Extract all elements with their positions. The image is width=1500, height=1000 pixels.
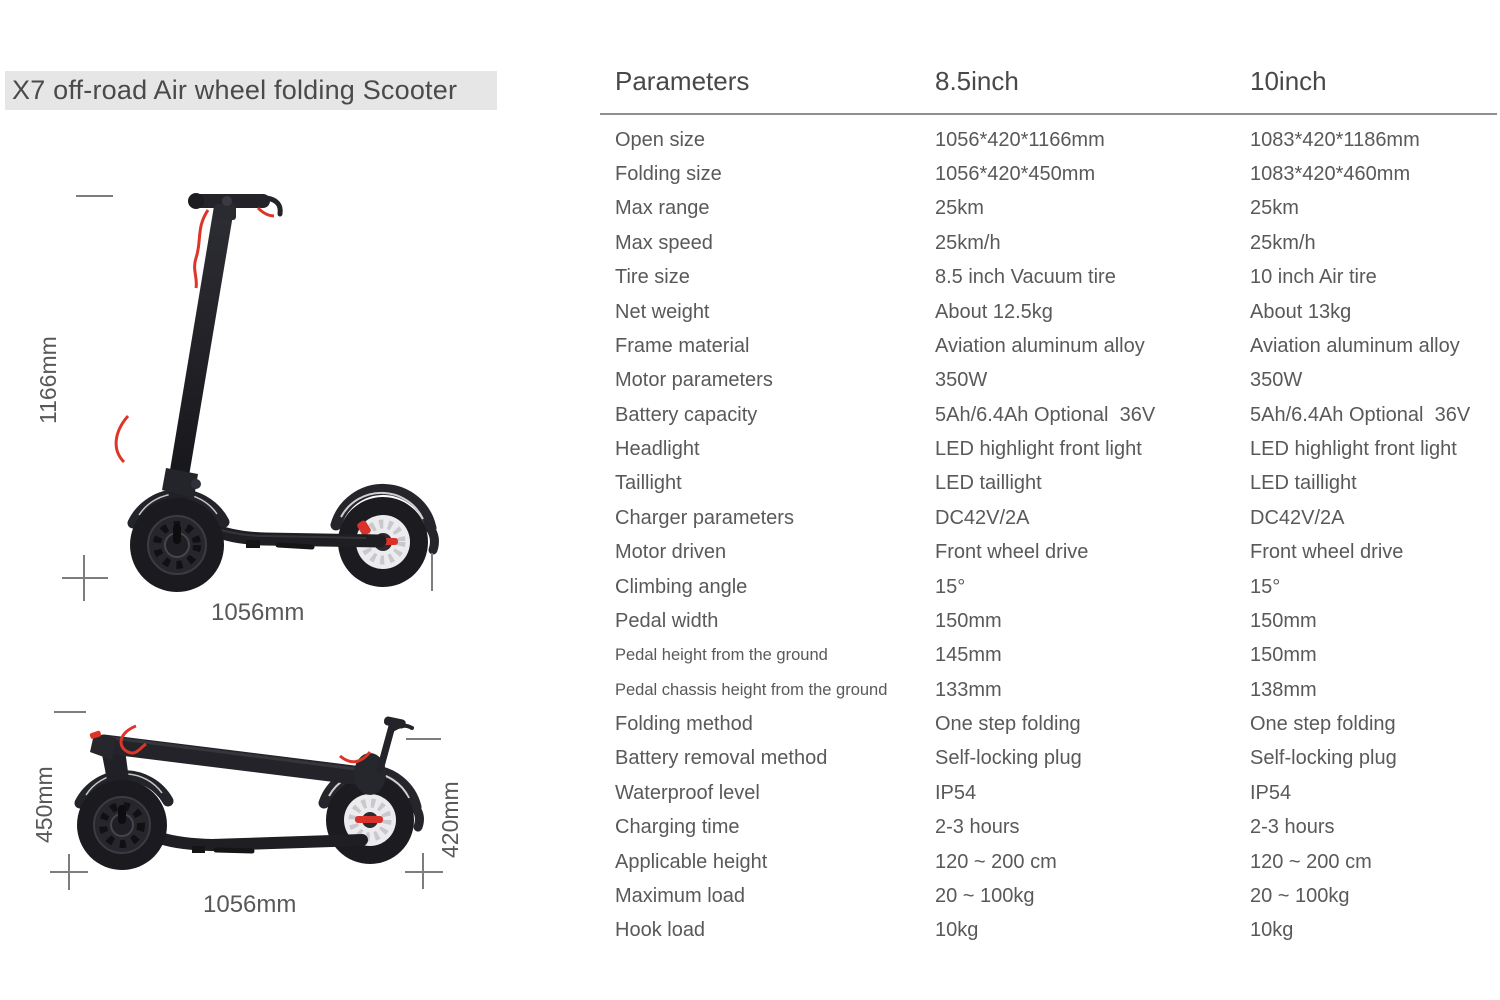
header-divider (600, 113, 1497, 115)
spec-value-10inch: 150mm (1250, 644, 1317, 667)
spec-value-8-5inch: About 12.5kg (935, 300, 1053, 323)
spec-value-8-5inch: 150mm (935, 609, 1002, 632)
spec-value-10inch: 2-3 hours (1250, 816, 1335, 839)
spec-param-label: Pedal height from the ground (615, 646, 828, 665)
display (222, 196, 232, 206)
brake-lever (266, 198, 280, 214)
spec-param-label: Pedal chassis height from the ground (615, 680, 888, 699)
spec-value-10inch: 1083*420*1186mm (1250, 128, 1420, 151)
spec-value-10inch: 10 inch Air tire (1250, 266, 1377, 289)
spec-value-10inch: 138mm (1250, 678, 1317, 701)
spec-value-10inch: IP54 (1250, 781, 1292, 804)
spec-value-10inch: 350W (1250, 369, 1303, 392)
spec-table-row (600, 157, 1497, 191)
dim-tick (406, 738, 441, 740)
spec-table-row (600, 364, 1497, 398)
spec-param-label: Folding method (615, 713, 753, 736)
spec-table-row (600, 707, 1497, 741)
spec-value-8-5inch: 20 ~ 100kg (935, 884, 1035, 907)
dim-tick (62, 577, 108, 579)
spec-value-10inch: 150mm (1250, 609, 1317, 632)
spec-value-8-5inch: 1056*420*450mm (935, 163, 1096, 186)
spec-param-label: Motor parameters (615, 369, 773, 392)
front-wheel (130, 498, 224, 592)
spec-value-8-5inch: 120 ~ 200 cm (935, 850, 1057, 873)
spec-value-8-5inch: Self-locking plug (935, 747, 1082, 770)
spec-value-10inch: 10kg (1250, 919, 1294, 942)
spec-value-10inch: Self-locking plug (1250, 747, 1397, 770)
spec-table-row (600, 811, 1497, 845)
column-header-8-5inch: 8.5inch (935, 66, 1019, 96)
spec-value-10inch: 25km/h (1250, 231, 1316, 254)
spec-value-10inch: 1083*420*460mm (1250, 163, 1411, 186)
spec-value-8-5inch: 2-3 hours (935, 816, 1020, 839)
spec-table-row (600, 914, 1497, 948)
spec-value-10inch: About 13kg (1250, 300, 1352, 323)
spec-value-10inch: 25km (1250, 197, 1299, 220)
spec-value-8-5inch: DC42V/2A (935, 506, 1030, 529)
spec-value-10inch: LED taillight (1250, 472, 1357, 495)
column-header-10inch: 10inch (1250, 66, 1327, 96)
spec-table-row (600, 467, 1497, 501)
spec-table-row (600, 192, 1497, 226)
spec-table-row (600, 879, 1497, 913)
spec-table-row (600, 261, 1497, 295)
spec-table-row (600, 604, 1497, 638)
spec-param-label: Charger parameters (615, 506, 794, 529)
spec-value-8-5inch: 5Ah/6.4Ah Optional 36V (935, 403, 1156, 426)
dim-tick (422, 853, 424, 889)
dim-tick (54, 711, 86, 713)
spec-table-row (600, 432, 1497, 466)
spec-value-8-5inch: LED highlight front light (935, 438, 1142, 461)
spec-param-label: Open size (615, 128, 706, 151)
spec-value-8-5inch: 15° (935, 575, 966, 598)
spec-param-label: Battery capacity (615, 403, 758, 426)
spec-value-10inch: LED highlight front light (1250, 438, 1457, 461)
dim-tick (83, 555, 85, 601)
spec-value-8-5inch: 1056*420*1166mm (935, 128, 1105, 151)
spec-param-label: Frame material (615, 334, 750, 357)
handlebar-folded (380, 716, 412, 770)
spec-value-8-5inch: IP54 (935, 781, 977, 804)
page-title: X7 off-road Air wheel folding Scooter (5, 71, 497, 110)
spec-table-row (600, 845, 1497, 879)
dim-open-length-label: 1056mm (211, 599, 305, 626)
spec-table-body (600, 123, 1497, 948)
dim-tick (405, 871, 443, 873)
spec-table-row (600, 673, 1497, 707)
column-header-parameters: Parameters (615, 66, 750, 96)
scooter-open-illustration (50, 170, 450, 600)
dim-tick (68, 854, 70, 890)
spec-value-8-5inch: 10kg (935, 919, 979, 942)
spec-param-label: Headlight (615, 438, 700, 461)
spec-value-8-5inch: 25km (935, 197, 984, 220)
spec-param-label: Folding size (615, 163, 722, 186)
spec-value-10inch: 5Ah/6.4Ah Optional 36V (1250, 403, 1471, 426)
stem (169, 206, 234, 482)
spec-value-8-5inch: 350W (935, 369, 988, 392)
dim-folded-length-label: 1056mm (203, 891, 297, 918)
spec-param-label: Charging time (615, 816, 740, 839)
spec-value-10inch: 20 ~ 100kg (1250, 884, 1350, 907)
spec-param-label: Taillight (615, 472, 682, 495)
spec-value-8-5inch: 25km/h (935, 231, 1001, 254)
front-wheel-folded (77, 780, 167, 870)
spec-param-label: Battery removal method (615, 747, 828, 770)
spec-value-8-5inch: One step folding (935, 713, 1081, 736)
spec-param-label: Max speed (615, 231, 713, 254)
spec-value-10inch: One step folding (1250, 713, 1396, 736)
kickstand (278, 545, 312, 547)
spec-value-8-5inch: 145mm (935, 644, 1002, 667)
spec-param-label: Max range (615, 197, 710, 220)
spec-param-label: Tire size (615, 266, 690, 289)
spec-table-row (600, 776, 1497, 810)
dim-folded-height-label: 450mm (31, 766, 57, 843)
spec-param-label: Applicable height (615, 850, 768, 873)
spec-value-10inch: Front wheel drive (1250, 541, 1404, 564)
spec-value-8-5inch: LED taillight (935, 472, 1042, 495)
scooter-folded-illustration (40, 692, 463, 892)
spec-table (600, 60, 1497, 948)
spec-table-row (600, 398, 1497, 432)
dim-open-height-label: 1166mm (35, 336, 61, 424)
spec-table-row (600, 742, 1497, 776)
spec-param-label: Hook load (615, 919, 706, 942)
spec-table-header (600, 60, 1497, 113)
dim-folded-rear-height-label: 420mm (437, 781, 463, 858)
spec-param-label: Net weight (615, 300, 710, 323)
spec-value-10inch: 15° (1250, 575, 1281, 598)
spec-table-row (600, 123, 1497, 157)
spec-param-label: Climbing angle (615, 575, 748, 598)
spec-value-10inch: DC42V/2A (1250, 506, 1345, 529)
spec-table-row (600, 295, 1497, 329)
spec-table-row (600, 570, 1497, 604)
spec-value-10inch: 120 ~ 200 cm (1250, 850, 1372, 873)
spec-value-10inch: Aviation aluminum alloy (1250, 334, 1460, 357)
spec-param-label: Maximum load (615, 884, 746, 907)
spec-value-8-5inch: 8.5 inch Vacuum tire (935, 266, 1116, 289)
spec-table-row (600, 639, 1497, 673)
spec-param-label: Waterproof level (615, 781, 760, 804)
spec-value-8-5inch: Aviation aluminum alloy (935, 334, 1145, 357)
spec-param-label: Motor driven (615, 541, 727, 564)
spec-table-row (600, 501, 1497, 535)
spec-param-label: Pedal width (615, 609, 719, 632)
dim-tick (76, 195, 113, 197)
spec-value-8-5inch: Front wheel drive (935, 541, 1089, 564)
spec-value-8-5inch: 133mm (935, 678, 1002, 701)
spec-table-row (600, 226, 1497, 260)
handlebar (188, 193, 280, 220)
spec-table-row (600, 329, 1497, 363)
dim-tick (431, 553, 433, 591)
spec-table-row (600, 536, 1497, 570)
